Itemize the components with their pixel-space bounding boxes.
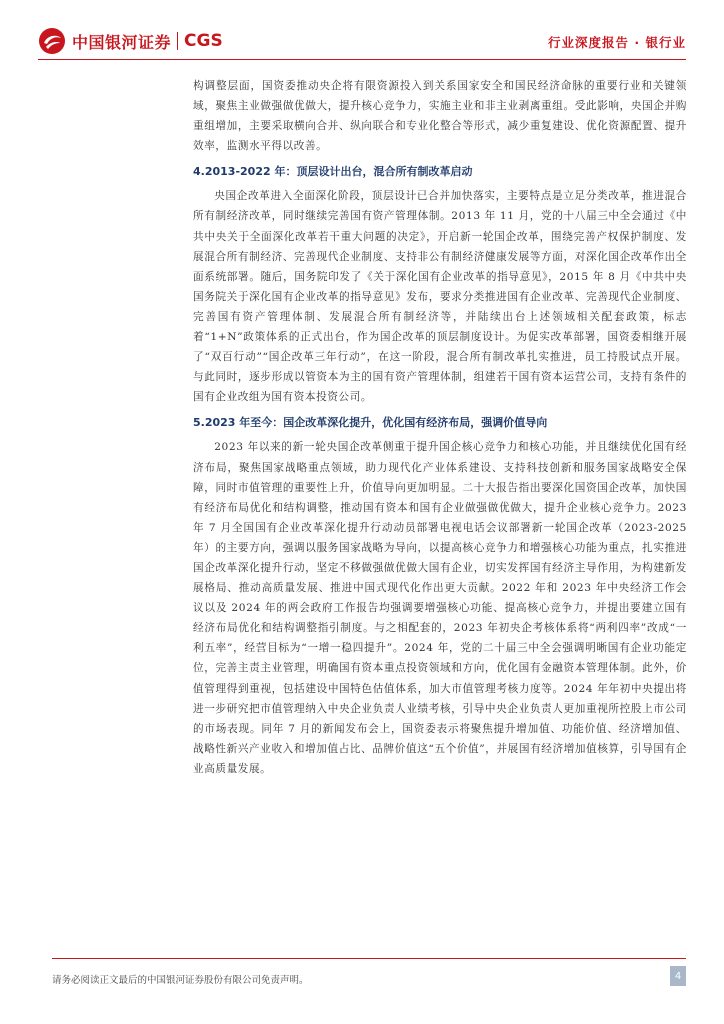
section-heading: 4.2013-2022 年：顶层设计出台，混合所有制改革启动 [193, 165, 473, 179]
galaxy-logo-icon [38, 27, 66, 55]
body-paragraph: 构调整层面，国资委推动央企将有限资源投入到关系国家安全和国民经济命脉的重要行业和关键领域，聚焦主业做强做优做大，提升核心竞争力，实施主业和非主业剥离重组。受此影响，央国企并购重组增加，主要采取横向合并、纵向联合和专业化整合等形式，减少重复建设、优化资源配置、提升效率，监测水平得以改善。 [193, 80, 687, 153]
main-content [193, 76, 687, 779]
body-paragraph: 2023 年以来的新一轮央国企改革侧重于提升国企核心竞争力和核心功能，并且继续优化国有经济布局，聚焦国家战略重点领域，助力现代化产业体系建设、支持科技创新和服务国家战略安全保障，同时市值管理的重要性上升，价值导向更加明显。二十大报告指出要深化国资国企改革，加快国有经济布局优化和结构调整，推动国有资本和国有企业做强做优做大，提升企业核心竞争力。2023 年 7 月全国国有企业改革深化提升行动动员部署电视电话会议部署新一轮国企改革（2023-2025 年）的主要方向，强调以服务国家战略为导向，以提高核心竞争力和增强核心功能为重点，扎实推进国企改革深化提升行动，坚定不移做强做优做大国有企业，切实发挥国有经济主导作用，为构建新发展格局、推动高质量发展、推进中国式现代化作出更大贡献。2022 年和 2023 年中央经济工作会议以及 2024 年的两会政府工作报告均强调要增强核心功能、提高核心竞争力，并提出要建立国有经济布局优化和结构调整指引制度。与之相配套的，2023 年初央企考核体系将“两利四率”改成“一利五率”，经营目标为“一增一稳四提升”。2024 年，党的二十届三中全会强调明晰国有企业功能定位，完善主责主业管理，明确国有资本重点投资领域和方向，优化国有金融资本管理体制。此外，价值管理得到重视，包括建设中国特色估值体系，加大市值管理考核力度等。2024 年年初中央提出将进一步研究把市值管理纳入中央企业负责人业绩考核，引导中央企业负责人更加重视所控股上市公司的市场表现。同年 7 月的新闻发布会上，国资委表示将聚焦提升增加值、功能价值、经济增加值、战略性新兴产业收入和增加值占比、品牌价值这“五个价值”，并展国有经济增加值核算，引导国有企业高质量发展。 [193, 441, 687, 775]
report-category: 行业深度报告 · 银行业 [548, 35, 686, 50]
logo-chinese-name: 中国银河证券 [72, 32, 172, 52]
header-divider [38, 59, 686, 60]
body-paragraph: 央国企改革进入全面深化阶段，顶层设计已合并加快落实，主要特点是立足分类改革，推进混合所有制经济改革，同时继续完善国有资产管理体制。2013 年 11 月，党的十八届三中全会通过《中共中央关于全面深化改革若干重大问题的决定》，开启新一轮国企改革，围绕完善产权保护制度、发展混合所有制经济、完善现代企业制度、支持非公有制经济健康发展等方面，对深化国企改革作出全面系统部署。随后，国务院印发了《关于深化国有企业改革的指导意见》，2015 年 8 月《中共中央国务院关于深化国有企业改革的指导意见》发布，要求分类推进国有企业改革、完善现代企业制度、完善国有资产管理体制、发展混合所有制经济等，并陆续出台上述领域相关配套政策，标志着“1+N”政策体系的正式出台，作为国企改革的顶层制度设计。为促实改革部署，国资委相继开展了“双百行动”“国企改革三年行动”，在这一阶段，混合所有制改革扎实推进，员工持股试点开展。与此同时，逐步形成以管资本为主的国有资产管理体制，组建若干国有资本运营公司，支持有条件的国有企业改组为国有资本投资公司。 [193, 190, 687, 404]
company-logo [38, 26, 223, 56]
section-heading: 5.2023 年至今：国企改革深化提升，优化国有经济布局，强调价值导向 [193, 416, 548, 430]
footer-divider [52, 958, 686, 959]
logo-english-name: CGS [184, 31, 223, 51]
page-header [0, 0, 724, 62]
disclaimer-text: 请务必阅读正文最后的中国银河证券股份有限公司免责声明。 [52, 975, 309, 986]
page-number: 4 [670, 966, 686, 986]
logo-divider [177, 32, 178, 50]
